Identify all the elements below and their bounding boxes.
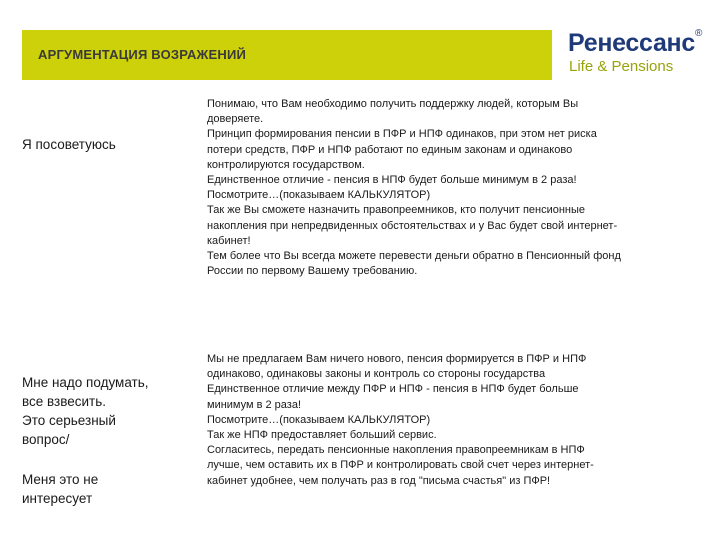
objection-not-interested [22,470,192,508]
answer-line: одинаково, одинаковы законы и контроль со стороны государства [207,368,546,381]
logo-name: Ренессанс [568,29,695,57]
answer-consult [207,97,702,279]
objection-line: Меня это не [22,472,99,487]
objection-line: интересует [22,491,93,506]
answer-line: накопления при непредвиденных обстоятельствах и у Вас будет свой интернет- [207,219,618,232]
renaissance-logo [568,28,708,78]
objection-line: Это серьезный [22,413,116,428]
logo-subtitle: Life & Pensions [569,58,674,75]
objection-line: Мне надо подумать, [22,375,149,390]
logo-registered-mark: ® [695,28,703,39]
objection-consult [22,135,192,154]
answer-line: Так же НПФ предоставляет больший сервис. [207,429,437,442]
answer-line: Тем более что Вы всегда можете перевести деньги обратно в Пенсионный фонд [207,250,621,263]
answer-line: кабинет! [207,234,251,247]
answer-line: контролируются государством. [207,158,365,171]
answer-line: кабинет удобнее, чем получать раз в год "письма счастья" из ПФР! [207,474,551,487]
answer-line: Принцип формирования пенсии в ПФР и НПФ одинаков, при этом нет риска [207,128,597,141]
answer-line: Единственное отличие - пенсия в НПФ будет больше минимум в 2 раза! [207,174,577,187]
answer-line: России по первому Вашему требованию. [207,265,418,278]
answer-line: Согласитесь, передать пенсионные накопления правопреемникам в НПФ [207,444,585,457]
objection-line: все взвесить. [22,394,107,409]
answer-line: лучше, чем оставить их в ПФР и контролировать свой счет через интернет- [207,459,594,472]
answer-line: Посмотрите…(показываем КАЛЬКУЛЯТОР) [207,413,431,426]
answer-line: Понимаю, что Вам необходимо получить поддержку людей, которым Вы [207,98,579,110]
objection-line: Я посоветуюсь [22,137,116,152]
answer-line: доверяете. [207,113,264,126]
header-bar [22,30,552,80]
answer-think [207,352,702,489]
answer-line: Мы не предлагаем Вам ничего нового, пенсия формируется в ПФР и НПФ [207,353,587,365]
page-title: АРГУМЕНТАЦИЯ ВОЗРАЖЕНИЙ [38,47,247,62]
answer-line: потери средств, ПФР и НПФ работают по единым законам и одинаково [207,143,573,156]
objection-line: вопрос/ [22,432,70,447]
answer-line: Посмотрите…(показываем КАЛЬКУЛЯТОР) [207,189,431,202]
answer-line: Так же Вы сможете назначить правопреемников, кто получит пенсионные [207,204,586,217]
objection-think [22,373,192,449]
answer-line: минимум в 2 раза! [207,398,302,411]
answer-line: Единственное отличие между ПФР и НПФ - пенсия в НПФ будет больше [207,383,579,396]
